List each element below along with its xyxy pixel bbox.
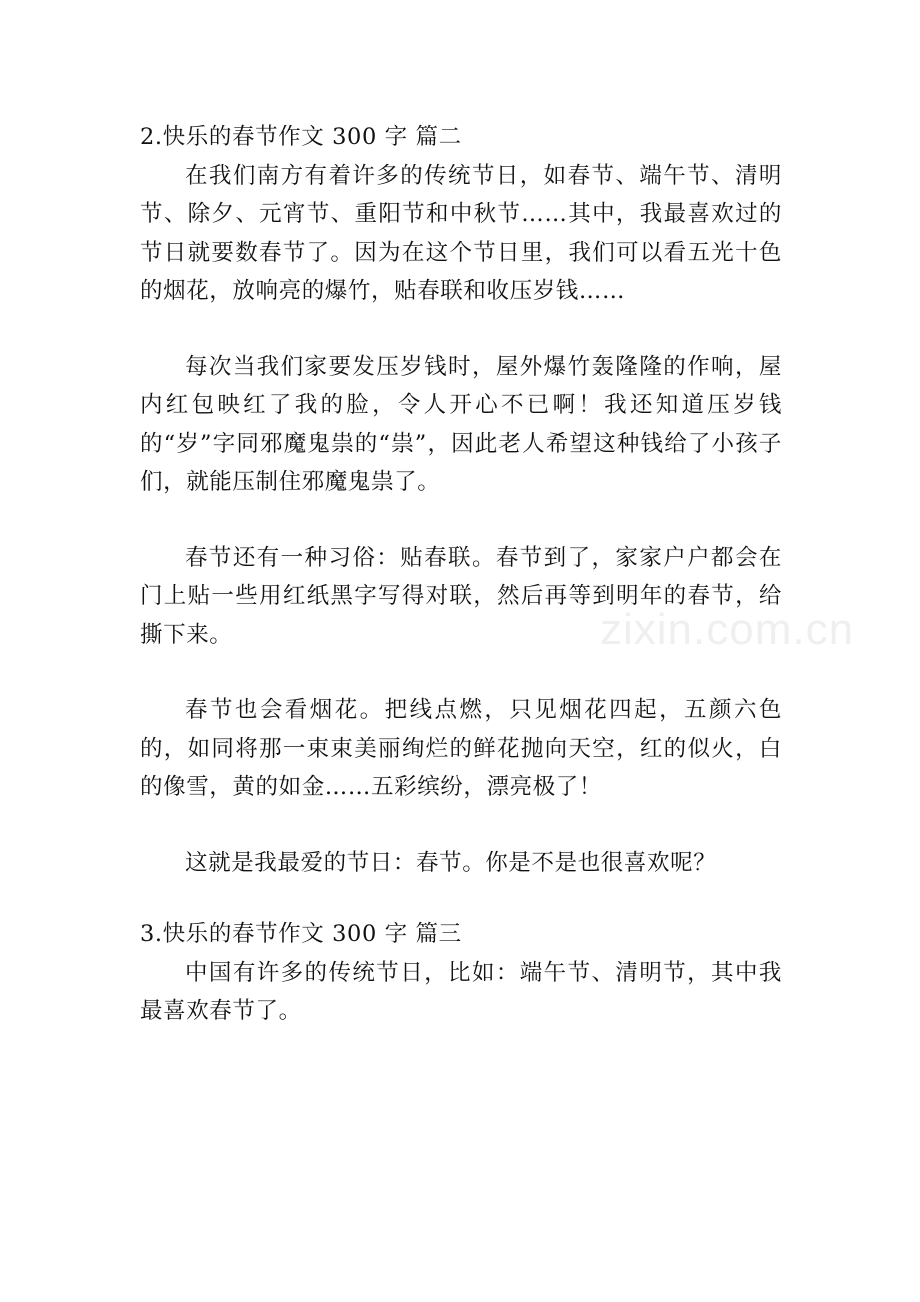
paragraph-spacer bbox=[140, 654, 782, 691]
watermark: zixin.com.cn bbox=[600, 605, 855, 654]
document-body bbox=[140, 118, 782, 1031]
section-heading-2: 2.快乐的春节作文 300 字 篇二 bbox=[140, 124, 462, 150]
paragraph: 春节也会看烟花。把线点燃，只见烟花四起，五颜六色的，如同将那一束束美丽绚烂的鲜花抛向天空，红的似火，白的像雪，黄的如金……五彩缤纷，漂亮极了！ bbox=[140, 697, 782, 800]
paragraph: 每次当我们家要发压岁钱时，屋外爆竹轰隆隆的作响，屋内红包映红了我的脸，令人开心不已啊！我还知道压岁钱的“岁”字同邪魔鬼祟的“祟”，因此老人希望这种钱给了小孩子们，就能压制住邪魔鬼祟了。 bbox=[140, 353, 782, 495]
paragraph: 中国有许多的传统节日，比如：端午节、清明节，其中我最喜欢春节了。 bbox=[140, 959, 782, 1024]
paragraph: 在我们南方有着许多的传统节日，如春节、端午节、清明节、除夕、元宵节、重阳节和中秋节……其中，我最喜欢过的节日就要数春节了。因为在这个节日里，我们可以看五光十色的烟花，放响亮的爆竹，贴春联和收压岁钱…… bbox=[140, 162, 782, 304]
paragraph-spacer bbox=[140, 502, 782, 539]
paragraph-spacer bbox=[140, 882, 782, 915]
paragraph: 这就是我最爱的节日：春节。你是不是也很喜欢呢？ bbox=[185, 849, 717, 876]
paragraph-spacer bbox=[140, 311, 782, 348]
paragraph-spacer bbox=[140, 807, 782, 844]
section-heading-3: 3.快乐的春节作文 300 字 篇三 bbox=[140, 921, 462, 947]
paragraph: 春节还有一种习俗：贴春联。春节到了，家家户户都会在门上贴一些用红纸黑字写得对联，然后再等到明年的春节，给撕下来。 bbox=[140, 544, 782, 648]
